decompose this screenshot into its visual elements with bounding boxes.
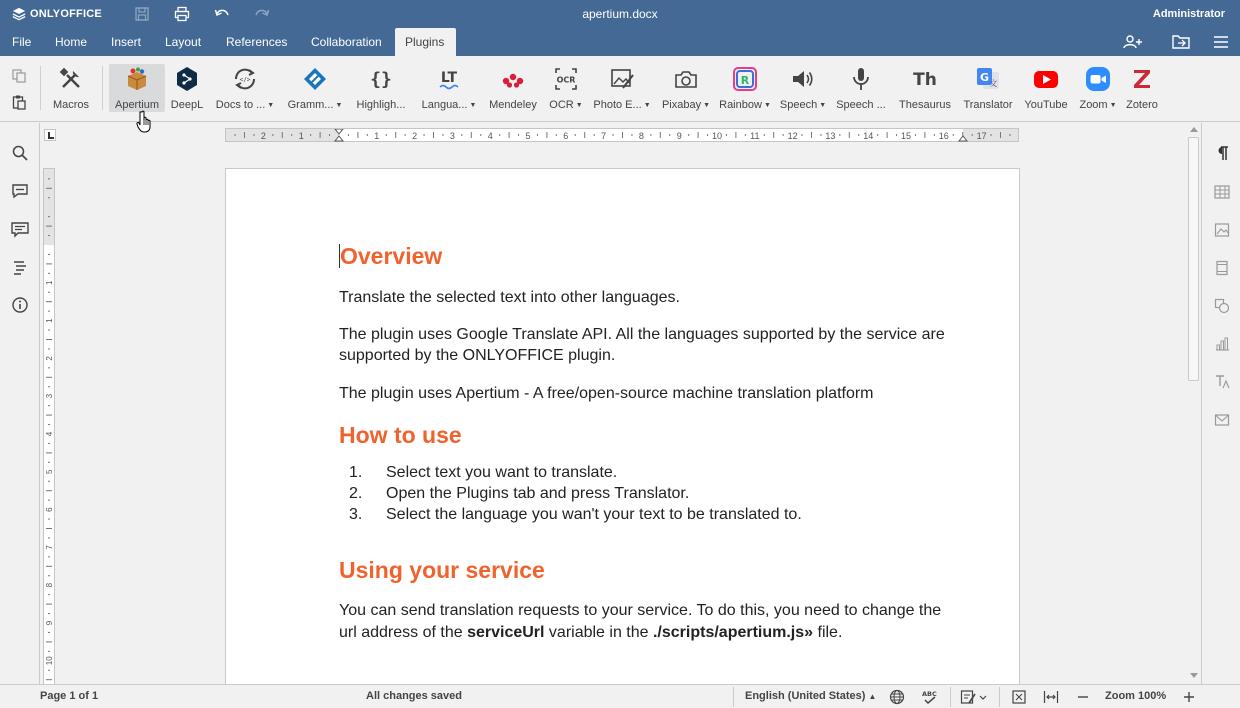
thesaurus-icon (912, 66, 938, 92)
speech-input-button[interactable] (832, 64, 890, 112)
title-bar (0, 0, 1240, 28)
speech-label: Speech (779, 99, 818, 111)
tab-references[interactable]: References (226, 35, 288, 49)
zotero-icon (1129, 66, 1155, 92)
chevron-up-icon: ▲ (868, 692, 877, 701)
svg-text:OCR: OCR (556, 75, 576, 85)
horizontal-ruler[interactable] (225, 128, 1019, 142)
mendeley-button[interactable] (487, 64, 539, 112)
right-sidebar (1201, 123, 1240, 684)
speaker-icon (790, 66, 816, 92)
macros-label: Macros (52, 99, 90, 111)
ruler-ticks (44, 169, 56, 684)
zoom-button[interactable] (1076, 64, 1120, 112)
page-counter[interactable]: Page 1 of 1 (40, 690, 99, 702)
photo-editor-button[interactable] (590, 64, 654, 112)
ruler-label: 13 (825, 131, 836, 141)
grammarly-label: Gramm... (287, 99, 334, 111)
braces-icon (368, 66, 394, 92)
ruler-label: 1 (374, 131, 380, 141)
list-item: 3. Select the language you wan't your text to be translated to. (349, 506, 802, 523)
print-icon[interactable] (174, 6, 190, 22)
paragraph-settings-icon[interactable] (1214, 145, 1230, 161)
track-changes-icon[interactable] (960, 689, 988, 705)
deepl-label: DeepL (170, 99, 204, 111)
open-location-icon[interactable] (1170, 34, 1192, 50)
chat-icon[interactable] (11, 220, 29, 238)
layers-icon (12, 7, 26, 21)
grammarly-button[interactable] (283, 64, 347, 112)
ruler-label: 10 (711, 131, 723, 141)
photo-editor-icon (609, 66, 635, 92)
ruler-label: 5 (525, 131, 531, 141)
navigation-icon[interactable] (11, 258, 29, 276)
heading-using-your-service: Using your service (339, 557, 545, 583)
ruler-label: 10 (45, 656, 54, 666)
tab-stop-selector[interactable] (44, 129, 56, 141)
language-selector[interactable]: English (United States) ▲ (745, 690, 877, 702)
list-item: 1. Select text you want to translate. (349, 464, 618, 481)
status-separator (733, 687, 734, 707)
ruler-label: 2 (412, 131, 418, 141)
ruler-label: 3 (45, 393, 54, 399)
chart-settings-icon[interactable] (1214, 336, 1230, 352)
table-settings-icon[interactable] (1214, 184, 1230, 200)
scroll-up-arrow[interactable] (1190, 127, 1198, 132)
app-header (0, 0, 1240, 56)
mendeley-label: Mendeley (489, 99, 537, 111)
svg-text:R: R (740, 74, 750, 87)
vertical-scrollbar[interactable] (1187, 123, 1199, 684)
speech-button[interactable] (779, 64, 827, 112)
ruler-label: 1 (45, 318, 54, 323)
onlyoffice-logo[interactable] (12, 7, 102, 21)
languagetool-icon (436, 66, 462, 92)
image-settings-icon[interactable] (1214, 222, 1230, 238)
vertical-ruler[interactable] (43, 168, 55, 684)
ruler-label: 1 (298, 131, 304, 141)
save-icon[interactable] (134, 6, 150, 22)
save-status: All changes saved (366, 690, 462, 702)
ruler-label: 6 (563, 131, 569, 141)
list-item: 2. Open the Plugins tab and press Translator. (349, 485, 690, 502)
paragraph: You can send translation requests to your service. To do this, you need to change the url address of the serviceUrl variable in the ./scripts/apertium.js» file. (339, 602, 942, 641)
right-indent-marker[interactable] (959, 136, 967, 141)
scroll-thumb[interactable] (1188, 137, 1199, 381)
languagetool-label: Langua... (421, 99, 468, 111)
zoom-out-icon[interactable] (1075, 689, 1091, 705)
macros-button[interactable] (48, 64, 94, 112)
pixabay-button[interactable] (660, 64, 712, 112)
apertium-label: Apertium (114, 99, 160, 111)
chevron-down-icon: ▼ (703, 102, 711, 109)
ruler-label: 2 (260, 131, 266, 141)
rainbow-label: Rainbow (719, 99, 762, 111)
comments-icon[interactable] (11, 182, 29, 200)
svg-text:G: G (979, 71, 990, 84)
deepl-button[interactable] (168, 64, 206, 112)
tab-collaboration[interactable]: Collaboration (311, 35, 382, 49)
tab-insert[interactable]: Insert (111, 35, 142, 49)
ruler-label: 3 (449, 131, 455, 141)
ruler-label: 6 (45, 507, 54, 512)
highlight-code-label: Highligh... (356, 99, 406, 111)
translator-icon (975, 66, 1001, 92)
thesaurus-label: Thesaurus (899, 99, 951, 111)
hand-pointer-icon (136, 110, 154, 134)
paragraph: Translate the selected text into other languages. (339, 289, 680, 306)
toolbar-separator (40, 66, 41, 110)
paragraph: The plugin uses Google Translate API. All the languages supported by the service are supported by the ONLYOFFICE plugin. (339, 326, 945, 364)
ruler-label: 12 (787, 131, 798, 141)
paste-icon[interactable] (11, 94, 29, 110)
status-bar (0, 684, 1240, 708)
user-name[interactable]: Administrator (1152, 8, 1225, 20)
ruler-label: 15 (900, 131, 912, 141)
camera-icon (673, 66, 699, 92)
translator-label: Translator (963, 99, 1013, 111)
ruler-label: 2 (45, 356, 54, 361)
deepl-icon (174, 66, 200, 92)
document-work-area (41, 123, 1201, 684)
grammar-icon (302, 66, 328, 92)
youtube-icon (1033, 66, 1059, 92)
ruler-label: 4 (45, 431, 54, 437)
ruler-label: 7 (601, 131, 607, 141)
brand-label: ONLYOFFICE (30, 8, 102, 20)
apertium-icon (124, 66, 150, 92)
tab-home[interactable]: Home (55, 35, 88, 49)
indent-marker[interactable] (335, 129, 343, 141)
apertium-button[interactable] (109, 64, 165, 112)
document-page[interactable] (225, 168, 1020, 684)
svg-text:LT: LT (440, 70, 458, 86)
tab-layout[interactable]: Layout (165, 35, 202, 49)
ocr-button[interactable] (546, 64, 586, 112)
toolbar-separator (102, 66, 103, 110)
share-icon[interactable] (1122, 34, 1144, 50)
fit-page-icon[interactable] (1011, 689, 1027, 705)
zotero-button[interactable] (1122, 64, 1162, 112)
ruler-label: 1 (45, 280, 54, 286)
header-footer-settings-icon[interactable] (1214, 260, 1230, 276)
hamburger-menu-icon[interactable] (1210, 34, 1232, 50)
chevron-down-icon: ▼ (267, 102, 275, 109)
docs-convert-icon (232, 66, 258, 92)
heading-overview: Overview (340, 243, 443, 269)
ruler-label: 11 (750, 131, 760, 141)
ruler-label: 5 (45, 469, 54, 475)
chevron-down-icon: ▼ (335, 102, 343, 109)
globe-icon[interactable] (889, 689, 905, 705)
ruler-label: 8 (45, 582, 54, 588)
youtube-button[interactable] (1021, 64, 1071, 112)
tab-plugins[interactable]: Plugins (395, 28, 456, 56)
status-separator (999, 687, 1000, 707)
ruler-label: 14 (863, 131, 874, 141)
svg-text:{}: {} (370, 69, 392, 90)
text-art-settings-icon[interactable] (1214, 374, 1230, 390)
docs-to-label: Docs to ... (215, 99, 266, 111)
mail-merge-icon[interactable] (1214, 412, 1230, 428)
undo-icon[interactable] (214, 6, 230, 22)
chevron-down-icon: ▼ (643, 102, 651, 109)
fit-width-icon[interactable] (1043, 689, 1059, 705)
ruler-label: 9 (676, 131, 682, 141)
pixabay-label: Pixabay (661, 99, 702, 111)
ruler-label: 9 (45, 620, 54, 626)
ruler-label: 7 (45, 545, 54, 550)
docs-to-button[interactable] (212, 64, 278, 112)
about-info-icon[interactable] (11, 296, 29, 314)
svg-text:文: 文 (989, 79, 998, 88)
chevron-down-icon: ▼ (469, 102, 477, 109)
ruler-label: 4 (487, 131, 493, 141)
zoom-level[interactable]: Zoom 100% (1105, 690, 1167, 702)
chevron-down-icon: ▼ (819, 102, 827, 109)
document-content[interactable] (339, 241, 959, 644)
zoom-video-icon (1085, 66, 1111, 92)
microphone-icon (848, 66, 874, 92)
tools-icon (58, 66, 84, 92)
ruler-label: 16 (938, 131, 949, 141)
youtube-label: YouTube (1024, 99, 1068, 111)
redo-icon[interactable] (254, 6, 270, 22)
zoom-in-icon[interactable] (1181, 689, 1197, 705)
svg-text:ABC: ABC (922, 690, 937, 698)
chevron-down-icon: ▼ (763, 102, 771, 109)
left-sidebar (0, 123, 40, 684)
chevron-down-icon: ▼ (1109, 102, 1117, 109)
search-icon[interactable] (11, 144, 29, 162)
thesaurus-button[interactable] (896, 64, 954, 112)
heading-how-to-use: How to use (339, 422, 462, 448)
translator-button[interactable] (960, 64, 1016, 112)
shape-settings-icon[interactable] (1214, 298, 1230, 314)
languagetool-button[interactable] (417, 64, 481, 112)
photo-editor-label: Photo E... (593, 99, 642, 111)
status-separator (950, 687, 951, 707)
svg-text:Th: Th (913, 70, 937, 90)
document-title: apertium.docx (582, 7, 658, 21)
speech-input-label: Speech ... (836, 99, 886, 111)
paragraph: The plugin uses Apertium - A free/open-source machine translation platform (339, 385, 874, 402)
scroll-down-arrow[interactable] (1190, 673, 1198, 678)
mendeley-icon (500, 66, 526, 92)
copy-icon[interactable] (11, 68, 29, 84)
rainbow-icon (732, 66, 758, 92)
zotero-label: Zotero (1126, 99, 1158, 111)
ocr-label: OCR (549, 99, 574, 111)
highlight-code-button[interactable] (353, 64, 409, 112)
menu-tabs (0, 28, 1240, 56)
ruler-label: 17 (976, 131, 987, 141)
spellcheck-icon[interactable] (921, 689, 937, 705)
ruler-label: 8 (638, 131, 644, 141)
plugins-toolbar (0, 56, 1240, 122)
steps-list (339, 462, 959, 525)
tab-file[interactable]: File (12, 35, 32, 49)
chevron-down-icon: ▼ (575, 102, 583, 109)
svg-text:</>: </> (239, 76, 251, 84)
rainbow-button[interactable] (717, 64, 773, 112)
zoom-label: Zoom (1079, 99, 1108, 111)
ocr-icon (553, 66, 579, 92)
ruler-ticks (226, 129, 1020, 143)
